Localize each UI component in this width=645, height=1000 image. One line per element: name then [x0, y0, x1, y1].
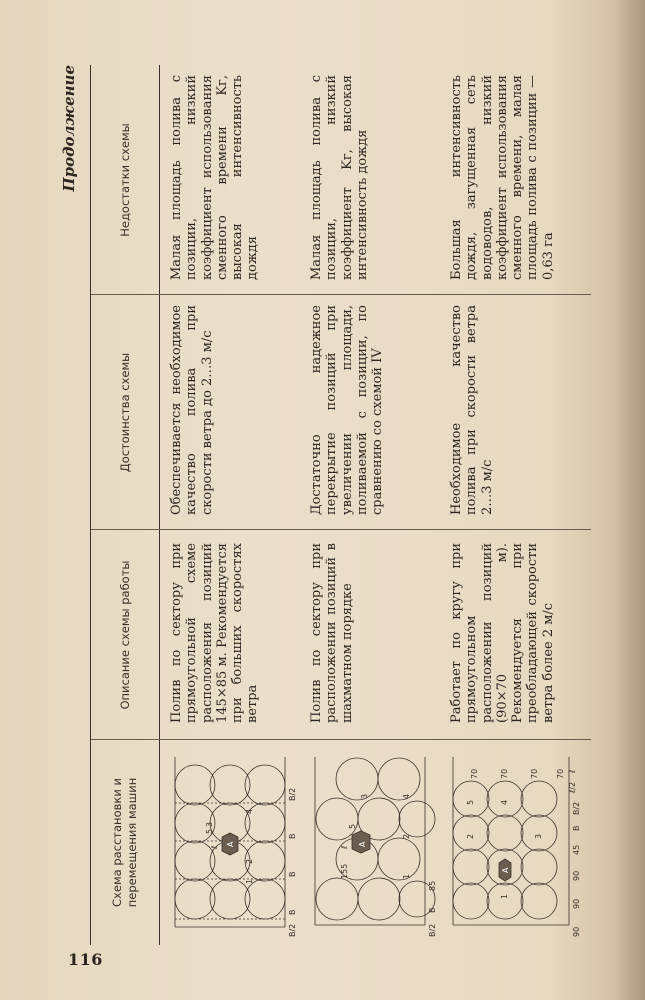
svg-text:B: B [288, 871, 297, 877]
svg-text:5: 5 [348, 823, 357, 829]
svg-text:2: 2 [245, 858, 254, 864]
svg-text:ℓ: ℓ [340, 845, 349, 849]
svg-text:90: 90 [572, 926, 581, 937]
svg-text:A: A [226, 841, 235, 847]
svg-text:2: 2 [402, 833, 411, 839]
svg-text:70: 70 [556, 768, 565, 779]
scheme-diagram-sector-rectangular [167, 749, 299, 939]
svg-text:5: 5 [205, 828, 214, 834]
table-row [443, 65, 591, 945]
svg-text:B: B [288, 909, 297, 915]
svg-text:4: 4 [402, 793, 411, 799]
svg-text:4: 4 [500, 799, 509, 805]
table-row [303, 65, 443, 945]
svg-text:2: 2 [466, 833, 475, 839]
svg-text:1: 1 [402, 873, 411, 879]
row-description: Полив по сектору при расположении позиций в шахматном порядке [309, 543, 355, 723]
svg-text:85: 85 [428, 880, 437, 891]
svg-text:B/2: B/2 [572, 801, 581, 815]
schemes-table [90, 65, 591, 945]
svg-text:70: 70 [530, 768, 539, 779]
svg-text:1: 1 [500, 893, 509, 899]
row-description: Работает по кругу при прямоугольном расположении позиций (90×70 м). Рекомендуется при преобладающей скорости ветра более 2 м/с [449, 543, 556, 723]
svg-text:A: A [501, 867, 510, 873]
svg-text:B: B [572, 825, 581, 831]
header-scheme: Схема расстановки и перемещения машин [110, 777, 139, 908]
svg-text:45: 45 [572, 844, 581, 855]
rotated-content [60, 65, 620, 945]
row-description: Полив по сектору при прямоугольной схеме расположения позиций 145×85 м. Рекомендуется при больших скоростях ветра [169, 543, 261, 723]
svg-text:90: 90 [572, 898, 581, 909]
svg-text:B/2: B/2 [288, 923, 297, 937]
svg-text:4: 4 [245, 808, 254, 814]
svg-text:70: 70 [470, 768, 479, 779]
svg-text:B/2: B/2 [428, 923, 437, 937]
svg-text:B: B [428, 907, 437, 913]
continued-label: Продолжение [60, 65, 78, 192]
table-header [91, 65, 160, 945]
svg-text:70: 70 [500, 768, 509, 779]
svg-text:ℓ/2: ℓ/2 [568, 781, 577, 793]
scheme-diagram-circle-rectangular [447, 749, 587, 939]
scheme-diagram-sector-staggered [307, 749, 439, 939]
svg-text:5: 5 [466, 799, 475, 805]
row-advantages: Обеспечивается необходимое качество полива при скорости ветра до 2…3 м/с [169, 305, 215, 515]
svg-text:3: 3 [534, 833, 543, 839]
header-disadvantages: Недостатки схемы [117, 123, 132, 237]
svg-text:1: 1 [245, 878, 254, 884]
svg-text:3: 3 [360, 793, 369, 799]
svg-text:3: 3 [205, 821, 214, 827]
table-row [163, 65, 303, 945]
page-number: 116 [68, 950, 103, 969]
svg-text:155: 155 [340, 863, 349, 879]
row-disadvantages: Малая площадь полива с позиции, низкий коэффициент Kг, высокая интенсивность дождя [309, 75, 370, 280]
svg-text:ℓ: ℓ [568, 769, 577, 773]
header-advantages: Достоинства схемы [117, 352, 132, 473]
row-advantages: Достаточно надежное перекрытие позиций при увеличении площади, поливаемой с позиции, по сравнению со схемой IV [309, 305, 386, 515]
row-disadvantages: Малая площадь полива с позиции, низкий коэффициент использования сменного времени Kг, высокая интенсивность дождя [169, 75, 261, 280]
header-description: Описание схемы работы [117, 560, 132, 710]
svg-text:B: B [288, 833, 297, 839]
row-advantages: Необходимое качество полива при скорости ветра 2…3 м/с [449, 305, 495, 515]
svg-text:A: A [358, 841, 367, 847]
svg-text:B/2: B/2 [288, 787, 297, 801]
svg-text:90: 90 [572, 870, 581, 881]
row-disadvantages: Большая интенсивность дождя, загущенная сеть водоводов, низкий коэффициент использования сменного времени, малая площадь полива с позиции — 0,63 га [449, 75, 556, 280]
svg-text:ℓ: ℓ [210, 845, 219, 849]
